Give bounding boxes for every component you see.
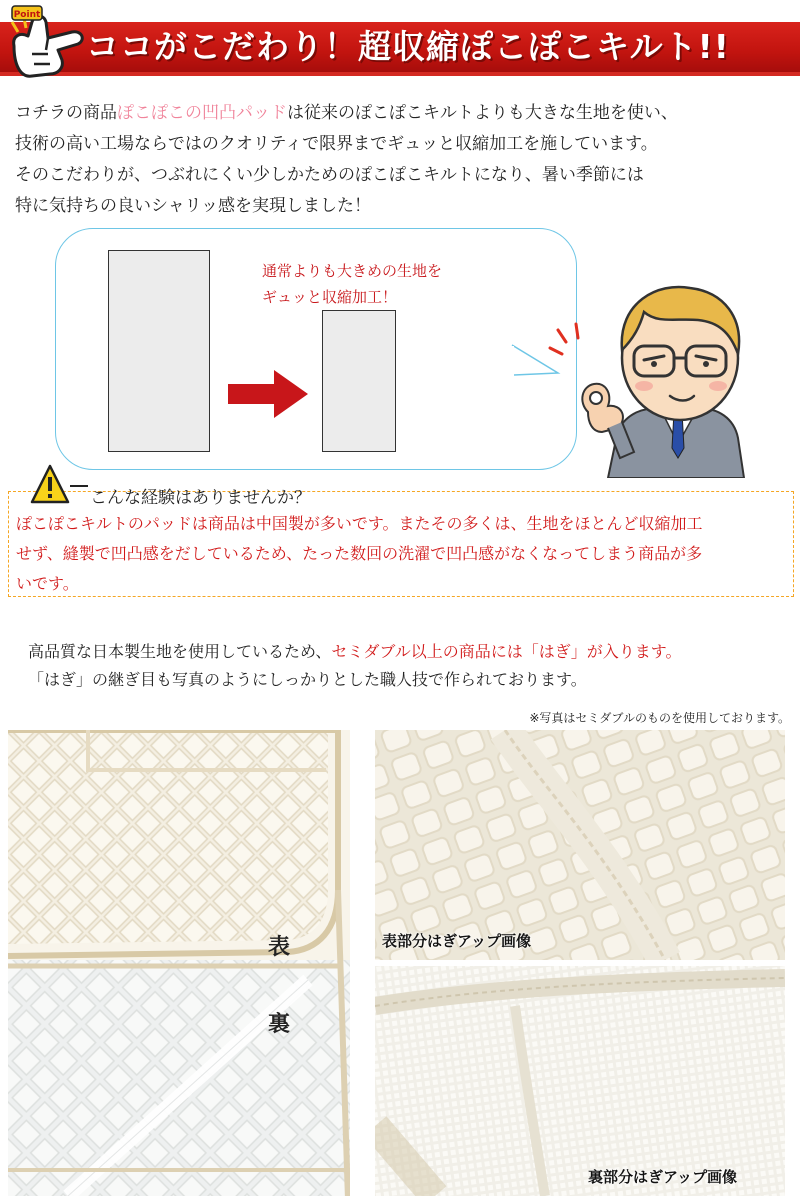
bubble-note xyxy=(262,258,502,310)
bubble-note-line-2: ギュッと収縮加工！ xyxy=(262,288,398,306)
warning-line-3: いです。 xyxy=(16,574,79,593)
info-paragraph xyxy=(28,638,788,694)
intro-paragraph xyxy=(15,98,795,222)
header-banner xyxy=(0,0,800,90)
pointing-hand-icon xyxy=(2,2,92,88)
info-line-1 xyxy=(28,638,788,666)
front-seam-closeup-photo xyxy=(375,730,785,960)
back-seam-closeup-photo xyxy=(375,966,785,1196)
intro-line-3: そのこだわりが、つぶれにくい少しかためのぽこぽこキルトになり、暑い季節には xyxy=(15,165,644,185)
warning-line-1: ぽこぽこキルトのパッドは商品は中国製が多いです。またその多くは、生地をほとんど収縮加工 xyxy=(16,514,703,533)
warning-title: こんな経験はありませんか？ xyxy=(90,488,311,508)
warning-icon xyxy=(28,462,98,508)
intro-line1-text: コチラの商品 xyxy=(15,103,117,123)
quilt-photo-main xyxy=(8,730,350,1196)
intro-line-2: 技術の高い工場ならではのクオリティで限界までギュッと収縮加工を施しています。 xyxy=(15,134,658,154)
front-closeup-caption: 表部分はぎアップ画像 xyxy=(382,932,531,950)
intro-highlight: ぽこぽこの凹凸パッド xyxy=(117,103,287,123)
intro-line-1 xyxy=(15,98,795,129)
large-fabric-sheet xyxy=(108,250,210,452)
businessman-illustration xyxy=(548,262,768,478)
bubble-note-line-1: 通常よりも大きめの生地を xyxy=(262,262,443,280)
photo-note: ※写真はセミダブルのものを使用しております。 xyxy=(529,711,790,725)
front-label: 表 xyxy=(268,935,291,960)
info-highlight: セミダブル以上の商品には「はぎ」が入ります。 xyxy=(331,642,682,661)
banner-underline xyxy=(0,72,800,76)
page-title: ココがこだわり！超収縮ぽこぽこキルト!! xyxy=(86,27,730,66)
shrunk-fabric-sheet xyxy=(322,310,396,452)
intro-line-4: 特に気持ちの良いシャリッ感を実現しました！ xyxy=(15,196,371,216)
intro-line1-rest: は従来のぽこぽこキルトよりも大きな生地を使い、 xyxy=(287,103,678,123)
info-line-2: 「はぎ」の継ぎ目も写真のようにしっかりとした職人技で作られております。 xyxy=(28,670,587,689)
right-arrow-icon xyxy=(228,370,308,418)
warning-text xyxy=(16,509,792,599)
warning-line-2: せず、縫製で凹凸感をだしているため、たった数回の洗濯で凹凸感がなくなってしまう商品が多 xyxy=(16,544,703,563)
back-label: 裏 xyxy=(268,1012,291,1037)
point-badge: Point xyxy=(13,10,41,20)
back-closeup-caption: 裏部分はぎアップ画像 xyxy=(588,1168,737,1186)
info-line1-text: 高品質な日本製生地を使用しているため、 xyxy=(28,642,332,661)
